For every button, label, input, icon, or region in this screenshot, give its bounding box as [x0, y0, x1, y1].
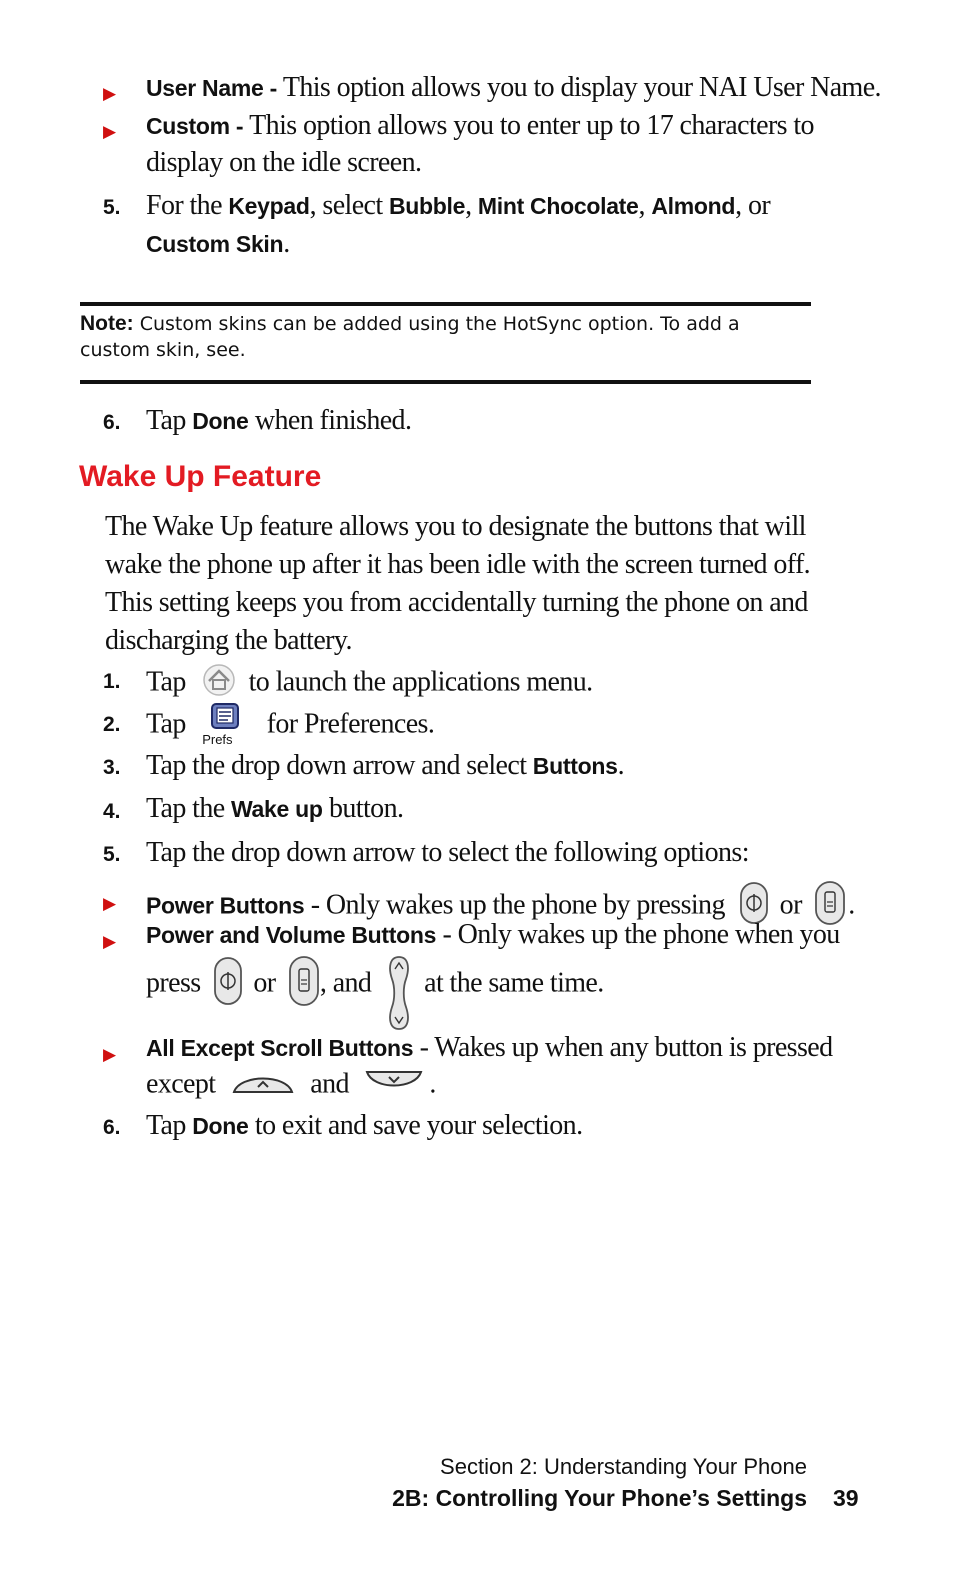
- step-number: 6.: [103, 1116, 121, 1139]
- user-name-option: User Name - This option allows you to display your NAI User Name.: [146, 72, 881, 103]
- step-number: 3.: [103, 756, 121, 779]
- step-wake-up: Tap the Wake up button.: [146, 793, 404, 824]
- prefs-icon: [202, 706, 252, 746]
- bullet-marker: ▶: [103, 84, 117, 104]
- step-done-save: Tap Done to exit and save your selection.: [146, 1110, 583, 1141]
- bullet-marker: ▶: [103, 894, 117, 914]
- phone-button-icon: [288, 955, 320, 1015]
- step-number: 2.: [103, 713, 121, 736]
- note-label: Note:: [80, 312, 134, 335]
- step-number: 4.: [103, 800, 121, 823]
- prefs-icon-label: Prefs: [202, 732, 233, 747]
- scroll-down-button-icon: [363, 1068, 425, 1104]
- option-label: User Name -: [146, 75, 277, 101]
- bullet-marker: ▶: [103, 122, 117, 142]
- step-number: 6.: [103, 411, 121, 434]
- footer-section-title: Section 2: Understanding Your Phone: [440, 1454, 807, 1479]
- volume-rocker-icon: [386, 955, 412, 1039]
- note-box: Note: Custom skins can be added using the HotSync option. To add a custom skin, see.: [80, 312, 740, 361]
- keypad-step: For the Keypad, select Bubble, Mint Chocolate, Almond, or: [146, 190, 771, 221]
- section-heading: Wake Up Feature: [79, 460, 322, 493]
- done-step: Tap Done when finished.: [146, 405, 412, 436]
- custom-option-continued: display on the idle screen.: [146, 147, 422, 178]
- home-icon: [200, 663, 238, 705]
- option-all-except-scroll-continued: except and .: [146, 1068, 436, 1104]
- intro-paragraph: The Wake Up feature allows you to designate the buttons that will wake the phone up after it has been idle with the screen turned off. This setting keeps you from accidentally turning the phone on and discharging the battery.: [105, 511, 811, 656]
- footer-chapter-title: 2B: Controlling Your Phone’s Settings: [392, 1485, 807, 1511]
- option-power-buttons: Power Buttons - Only wakes up the phone by pressing or .: [146, 880, 855, 934]
- option-label: Custom -: [146, 113, 244, 139]
- step-options-intro: Tap the drop down arrow to select the following options:: [146, 837, 749, 868]
- keypad-step-continued: Custom Skin.: [146, 228, 290, 259]
- step-number: 5.: [103, 196, 121, 219]
- step-number: 1.: [103, 670, 121, 693]
- option-power-volume: Power and Volume Buttons - Only wakes up the phone when you: [146, 919, 840, 950]
- option-power-volume-continued: press or , and at the same time.: [146, 955, 604, 1039]
- option-all-except-scroll: All Except Scroll Buttons - Wakes up when any button is pressed: [146, 1032, 833, 1063]
- power-button-icon: [213, 956, 243, 1014]
- note-top-rule: [80, 302, 811, 306]
- step-number: 5.: [103, 843, 121, 866]
- bullet-marker: ▶: [103, 1045, 117, 1065]
- bullet-marker: ▶: [103, 932, 117, 952]
- note-bottom-rule: [80, 380, 811, 384]
- page-number: 39: [833, 1485, 859, 1511]
- step-select-buttons: Tap the drop down arrow and select Buttons.: [146, 750, 624, 781]
- step-preferences: Tap Prefs for Preferences.: [146, 706, 434, 746]
- scroll-up-button-icon: [230, 1068, 296, 1104]
- custom-option: Custom - This option allows you to enter up to 17 characters to: [146, 110, 814, 141]
- step-launch-menu: Tap to launch the applications menu.: [146, 663, 593, 705]
